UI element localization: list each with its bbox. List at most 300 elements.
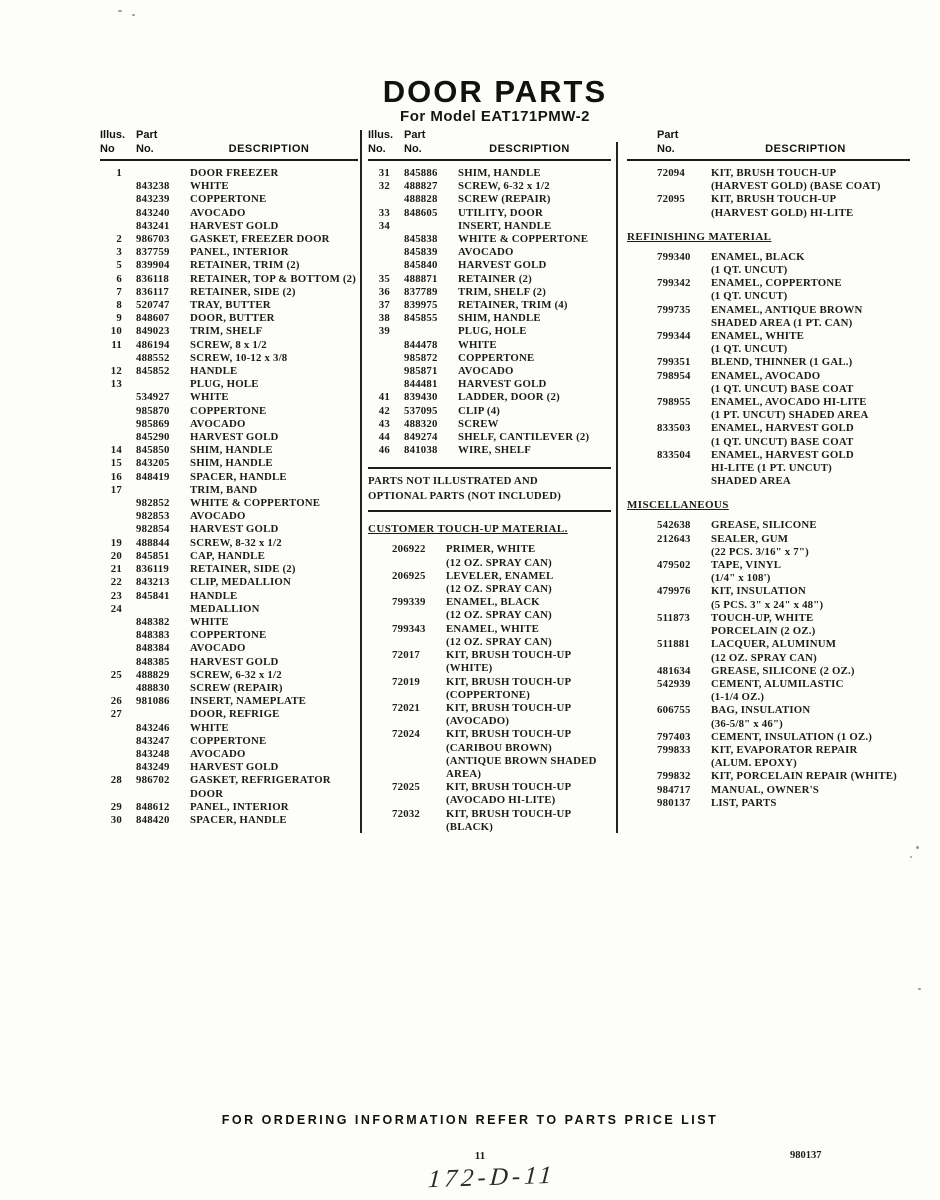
part-line <box>627 731 910 744</box>
illus-no-cell <box>368 259 390 272</box>
part-no-cell: 845839 <box>404 246 438 259</box>
illus-no-cell: 46 <box>378 444 390 457</box>
part-line <box>627 167 910 180</box>
illus-no-cell: 17 <box>110 483 122 496</box>
part-no-cell: 72032 <box>392 807 420 820</box>
part-line <box>627 264 910 277</box>
illus-no-cell <box>100 510 122 523</box>
parts-column-2 <box>368 128 611 834</box>
part-line <box>100 457 358 470</box>
header-rule <box>100 159 358 161</box>
part-no-cell <box>404 220 448 233</box>
part-line <box>627 396 910 409</box>
illus-no-cell <box>100 431 122 444</box>
page-number: 11 <box>474 1150 486 1162</box>
part-no-cell: 986703 <box>136 233 170 246</box>
part-line <box>368 755 611 768</box>
part-line <box>368 715 611 728</box>
part-line <box>368 391 611 404</box>
part-line <box>368 233 611 246</box>
part-no-cell: 488871 <box>404 272 438 285</box>
part-line <box>100 220 358 233</box>
description-cell: (HARVEST GOLD) HI-LITE <box>711 206 854 219</box>
description-cell: RETAINER, TOP & BOTTOM (2) <box>190 272 357 285</box>
not-illustrated-notice <box>368 467 611 512</box>
scan-speck <box>118 10 122 12</box>
part-line <box>368 768 611 781</box>
part-no-cell: 841038 <box>404 444 438 457</box>
part-no-cell: 799339 <box>392 596 426 609</box>
illus-no-cell <box>368 246 390 259</box>
part-no-cell: 799343 <box>392 622 426 635</box>
part-no-cell <box>392 583 436 596</box>
description-cell: SCREW, 8-32 x 1/2 <box>190 536 282 549</box>
part-no-cell <box>657 290 701 303</box>
part-no-cell: 839904 <box>136 259 170 272</box>
illus-no-cell <box>100 418 122 431</box>
description-cell: HARVEST GOLD <box>190 761 279 774</box>
part-no-cell: 980137 <box>657 796 691 809</box>
part-line <box>100 576 358 589</box>
illus-no-cell <box>100 523 122 536</box>
part-line <box>100 167 358 180</box>
description-cell: (ANTIQUE BROWN SHADED <box>446 754 597 767</box>
description-cell: (12 OZ. SPRAY CAN) <box>446 556 552 569</box>
part-line <box>627 304 910 317</box>
part-line <box>627 744 910 757</box>
part-line <box>100 471 358 484</box>
part-line <box>100 273 358 286</box>
part-no-cell: 843213 <box>136 576 170 589</box>
part-no-cell <box>657 625 701 638</box>
description-cell: HANDLE <box>190 365 238 378</box>
description-cell: KIT, BRUSH TOUCH-UP <box>446 701 572 714</box>
column-divider <box>360 130 362 833</box>
illus-no-cell <box>100 207 122 220</box>
illus-no-cell: 39 <box>378 325 390 338</box>
description-cell: SHIM, HANDLE <box>190 457 273 470</box>
parts-column-1 <box>100 128 358 827</box>
part-line <box>100 378 358 391</box>
part-no-cell: 72019 <box>392 675 420 688</box>
part-no-cell: 833503 <box>657 422 691 435</box>
part-line <box>100 391 358 404</box>
description-cell: RETAINER (2) <box>458 272 532 285</box>
description-cell: TRIM, BAND <box>190 483 258 496</box>
part-no-cell <box>392 662 436 675</box>
part-no-cell: 72025 <box>392 781 420 794</box>
part-no-cell: 511873 <box>657 611 690 624</box>
description-cell: (CARIBOU BROWN) <box>446 741 552 754</box>
part-no-cell <box>392 768 436 781</box>
part-line <box>627 757 910 770</box>
illus-no-cell <box>100 220 122 233</box>
illus-no-cell: 21 <box>110 563 122 576</box>
illus-no-cell: 34 <box>378 219 390 232</box>
illus-no-cell: 29 <box>110 800 122 813</box>
part-line <box>368 794 611 807</box>
description-cell: (1-1/4 OZ.) <box>711 691 765 704</box>
parts-list-col1 <box>100 167 358 827</box>
refinishing-section-heading: REFINISHING MATERIAL <box>627 230 772 243</box>
description-cell: (AVOCADO HI-LITE) <box>446 794 556 807</box>
illus-no-cell: 8 <box>116 299 122 312</box>
part-line <box>627 572 910 585</box>
header-illus-no-label: No. <box>368 143 386 155</box>
part-no-cell: 799832 <box>657 770 691 783</box>
illus-no-cell: 41 <box>378 391 390 404</box>
part-line <box>100 299 358 312</box>
part-no-cell <box>392 636 436 649</box>
part-no-cell: 848420 <box>136 813 170 826</box>
part-line <box>627 797 910 810</box>
part-no-cell: 72017 <box>392 649 420 662</box>
description-cell: INSERT, HANDLE <box>458 219 552 232</box>
part-no-cell: 848612 <box>136 800 170 813</box>
description-cell: SHIM, HANDLE <box>190 444 273 457</box>
part-line <box>100 286 358 299</box>
part-line <box>627 370 910 383</box>
part-line <box>100 207 358 220</box>
description-cell: ENAMEL, WHITE <box>711 330 804 343</box>
illus-no-cell: 23 <box>110 589 122 602</box>
part-line <box>368 431 611 444</box>
illus-no-cell <box>100 722 122 735</box>
description-cell: WHITE & COPPERTONE <box>458 233 589 246</box>
description-cell: COPPERTONE <box>190 629 267 642</box>
part-line <box>100 814 358 827</box>
header-rule <box>368 159 611 161</box>
description-cell: SCREW, 8 x 1/2 <box>190 338 267 351</box>
illus-no-cell: 6 <box>116 272 122 285</box>
description-cell: (1 QT. UNCUT) BASE COAT <box>711 435 854 448</box>
illus-no-cell: 33 <box>378 206 390 219</box>
description-cell: WHITE <box>190 721 229 734</box>
description-cell: GASKET, REFRIGERATOR <box>190 774 331 787</box>
part-no-cell: 836119 <box>136 563 169 576</box>
description-cell: HANDLE <box>190 589 238 602</box>
description-cell: GREASE, SILICONE <box>711 519 817 532</box>
illus-no-cell <box>368 352 390 365</box>
illus-no-cell: 11 <box>111 338 122 351</box>
part-line <box>368 557 611 570</box>
description-cell: SHIM, HANDLE <box>458 167 541 179</box>
description-cell: (WHITE) <box>446 662 493 675</box>
description-cell: (12 OZ. SPRAY CAN) <box>711 651 817 664</box>
description-cell: (12 OZ. SPRAY CAN) <box>446 609 552 622</box>
illus-no-cell: 12 <box>110 365 122 378</box>
part-no-cell <box>657 264 701 277</box>
part-line <box>100 259 358 272</box>
part-line <box>100 405 358 418</box>
illus-no-cell: 28 <box>110 774 122 787</box>
description-cell: ENAMEL, HARVEST GOLD <box>711 448 854 461</box>
description-cell: (1 PT. UNCUT) SHADED AREA <box>711 409 869 422</box>
description-cell: LACQUER, ALUMINUM <box>711 638 837 651</box>
header-part-no-label: No. <box>404 143 422 155</box>
illus-no-cell: 16 <box>110 470 122 483</box>
part-no-cell: 479502 <box>657 559 691 572</box>
part-no-cell: 488830 <box>136 681 170 694</box>
description-cell: (COPPERTONE) <box>446 688 530 701</box>
description-cell: SPACER, HANDLE <box>190 470 287 483</box>
illus-no-cell <box>100 391 122 404</box>
description-cell: HARVEST GOLD <box>190 655 279 668</box>
description-cell: PANEL, INTERIOR <box>190 800 289 813</box>
part-no-cell: 982853 <box>136 510 170 523</box>
illus-no-cell <box>100 761 122 774</box>
illus-no-cell: 15 <box>110 457 122 470</box>
description-cell: UTILITY, DOOR <box>458 206 543 219</box>
part-no-cell <box>657 691 701 704</box>
part-line <box>627 625 910 638</box>
part-line <box>100 352 358 365</box>
description-cell: HI-LITE (1 PT. UNCUT) <box>711 462 832 475</box>
part-no-cell: 72094 <box>657 167 685 179</box>
header-part-label: Part <box>657 129 679 141</box>
description-cell: WHITE <box>458 338 497 351</box>
miscellaneous-section-heading: MISCELLANEOUS <box>627 499 729 512</box>
part-line <box>368 649 611 662</box>
header-part-label: Part <box>136 129 158 141</box>
description-cell: HARVEST GOLD <box>458 259 547 272</box>
part-line <box>100 603 358 616</box>
description-cell: (12 OZ. SPRAY CAN) <box>446 583 552 596</box>
part-no-cell: 212643 <box>657 532 691 545</box>
description-cell: INSERT, NAMEPLATE <box>190 695 307 708</box>
description-cell: (HARVEST GOLD) (BASE COAT) <box>711 180 881 193</box>
illus-no-cell <box>368 365 390 378</box>
description-cell: RETAINER, TRIM (2) <box>190 259 300 272</box>
part-line <box>100 748 358 761</box>
illus-no-cell <box>100 656 122 669</box>
part-no-cell: 799340 <box>657 250 691 263</box>
part-no-cell: 72021 <box>392 701 420 714</box>
part-line <box>100 550 358 563</box>
part-no-cell <box>392 557 436 570</box>
part-line <box>368 180 611 193</box>
part-line <box>368 781 611 794</box>
part-line <box>100 590 358 603</box>
description-cell: PLUG, HOLE <box>190 378 259 391</box>
handwritten-annotation: 172-D-11 <box>427 1161 557 1194</box>
part-no-cell <box>657 317 701 330</box>
part-line <box>368 676 611 689</box>
refinishing-list <box>627 251 910 489</box>
description-cell: ENAMEL, AVOCADO <box>711 369 821 382</box>
header-illus-no-label: No <box>100 143 115 155</box>
part-no-cell: 843239 <box>136 193 170 206</box>
part-line <box>100 497 358 510</box>
description-cell: KIT, BRUSH TOUCH-UP <box>711 193 837 206</box>
description-cell: SCREW (REPAIR) <box>458 193 551 206</box>
part-line <box>627 193 910 206</box>
header-part-no-label: No. <box>657 143 675 155</box>
part-no-cell: 488827 <box>404 180 438 193</box>
description-cell: SEALER, GUM <box>711 532 789 545</box>
part-line <box>100 233 358 246</box>
part-line <box>368 220 611 233</box>
part-no-cell <box>657 409 701 422</box>
parts-list-col2 <box>368 167 611 457</box>
illus-no-cell: 3 <box>116 246 122 259</box>
part-line <box>100 563 358 576</box>
part-no-cell: 837789 <box>404 285 438 298</box>
part-no-cell <box>136 603 180 616</box>
part-line <box>368 339 611 352</box>
description-cell: SHADED AREA (1 PT. CAN) <box>711 316 853 329</box>
illus-no-cell <box>368 339 390 352</box>
page-subtitle: For Model EAT171PMW-2 <box>400 108 590 125</box>
part-line <box>368 636 611 649</box>
part-line <box>368 246 611 259</box>
illus-no-cell: 25 <box>110 668 122 681</box>
part-no-cell: 206925 <box>392 569 426 582</box>
part-line <box>627 409 910 422</box>
description-cell: AVOCADO <box>190 206 246 219</box>
part-line <box>627 207 910 220</box>
illus-no-cell: 5 <box>116 259 122 272</box>
part-line <box>368 207 611 220</box>
part-line <box>368 444 611 457</box>
description-cell: CLIP, MEDALLION <box>190 576 291 589</box>
ordering-info-footer: FOR ORDERING INFORMATION REFER TO PARTS PRICE LIST <box>221 1113 719 1127</box>
part-no-cell: 848384 <box>136 642 170 655</box>
illus-no-cell <box>100 748 122 761</box>
illus-no-cell <box>100 682 122 695</box>
part-no-cell: 845850 <box>136 444 170 457</box>
part-line <box>627 546 910 559</box>
description-cell: TRIM, SHELF (2) <box>458 285 547 298</box>
description-cell: KIT, INSULATION <box>711 585 806 598</box>
part-line <box>100 484 358 497</box>
part-line <box>368 167 611 180</box>
description-cell: PRIMER, WHITE <box>446 543 536 556</box>
part-line <box>100 246 358 259</box>
part-line <box>627 665 910 678</box>
part-line <box>100 788 358 801</box>
illus-no-cell: 35 <box>378 272 390 285</box>
illus-no-cell <box>100 735 122 748</box>
part-no-cell: 488828 <box>404 193 438 206</box>
description-cell: ENAMEL, WHITE <box>446 622 539 635</box>
part-no-cell: 488552 <box>136 351 170 364</box>
part-no-cell: 986702 <box>136 774 170 787</box>
part-line <box>627 251 910 264</box>
part-line <box>627 356 910 369</box>
description-cell: SCREW, 10-12 x 3/8 <box>190 351 288 364</box>
part-no-cell <box>657 180 701 193</box>
description-cell: (AVOCADO) <box>446 715 510 728</box>
description-cell: (BLACK) <box>446 820 493 833</box>
description-cell: CLIP (4) <box>458 404 501 417</box>
description-cell: LADDER, DOOR (2) <box>458 391 560 404</box>
illus-no-cell: 2 <box>116 233 122 246</box>
part-line <box>368 418 611 431</box>
part-no-cell: 488829 <box>136 668 170 681</box>
part-line <box>627 383 910 396</box>
part-no-cell <box>657 462 701 475</box>
description-cell: TRIM, SHELF <box>190 325 263 338</box>
part-line <box>368 273 611 286</box>
illus-no-cell: 9 <box>116 312 122 325</box>
part-no-cell: 798955 <box>657 396 691 409</box>
part-line <box>100 325 358 338</box>
part-line <box>627 519 910 532</box>
part-line <box>100 761 358 774</box>
scan-speck <box>918 988 921 990</box>
part-line <box>368 702 611 715</box>
part-no-cell: 836118 <box>136 272 169 285</box>
part-line <box>627 691 910 704</box>
illus-no-cell <box>100 616 122 629</box>
part-line <box>100 312 358 325</box>
description-cell: COPPERTONE <box>190 404 267 417</box>
part-line <box>627 718 910 731</box>
illus-no-cell <box>100 497 122 510</box>
part-line <box>100 629 358 642</box>
illus-no-cell: 43 <box>378 417 390 430</box>
part-no-cell: 486194 <box>136 338 170 351</box>
part-line <box>100 510 358 523</box>
part-no-cell <box>657 599 701 612</box>
description-cell: WHITE <box>190 391 229 404</box>
description-cell: SCREW (REPAIR) <box>190 681 283 694</box>
part-line <box>100 444 358 457</box>
part-line <box>627 330 910 343</box>
part-line <box>368 808 611 821</box>
part-line <box>368 259 611 272</box>
part-no-cell: 849274 <box>404 431 438 444</box>
illus-no-cell: 24 <box>110 602 122 615</box>
part-no-cell: 72095 <box>657 193 685 206</box>
description-cell: COPPERTONE <box>190 734 267 747</box>
part-line <box>368 286 611 299</box>
description-cell: ENAMEL, ANTIQUE BROWN <box>711 303 863 316</box>
part-no-cell: 537095 <box>404 404 438 417</box>
header-illus-label: Illus. <box>368 129 394 141</box>
part-line <box>368 312 611 325</box>
part-no-cell <box>404 325 448 338</box>
part-no-cell: 982852 <box>136 497 170 510</box>
part-no-cell <box>392 755 436 768</box>
part-line <box>368 596 611 609</box>
illus-no-cell: 38 <box>378 312 390 325</box>
page-title: DOOR PARTS <box>382 74 608 109</box>
part-no-cell: 839430 <box>404 391 438 404</box>
part-line <box>100 656 358 669</box>
header-description-label: DESCRIPTION <box>228 143 310 155</box>
part-no-cell: 848419 <box>136 470 170 483</box>
description-cell: (1 QT. UNCUT) <box>711 290 788 303</box>
part-line <box>368 583 611 596</box>
part-line <box>627 422 910 435</box>
part-no-cell: 799833 <box>657 743 691 756</box>
illus-no-cell: 42 <box>378 404 390 417</box>
part-line <box>100 418 358 431</box>
part-no-cell: 843241 <box>136 219 170 232</box>
part-line <box>368 543 611 556</box>
part-line <box>100 365 358 378</box>
part-no-cell: 845290 <box>136 431 170 444</box>
part-no-cell: 534927 <box>136 391 170 404</box>
part-line <box>627 277 910 290</box>
description-cell: AVOCADO <box>190 747 246 760</box>
part-no-cell: 984717 <box>657 783 691 796</box>
description-cell: WHITE <box>190 180 229 193</box>
description-cell: PLUG, HOLE <box>458 325 527 338</box>
touchup-section-heading: CUSTOMER TOUCH-UP MATERIAL. <box>368 523 568 536</box>
